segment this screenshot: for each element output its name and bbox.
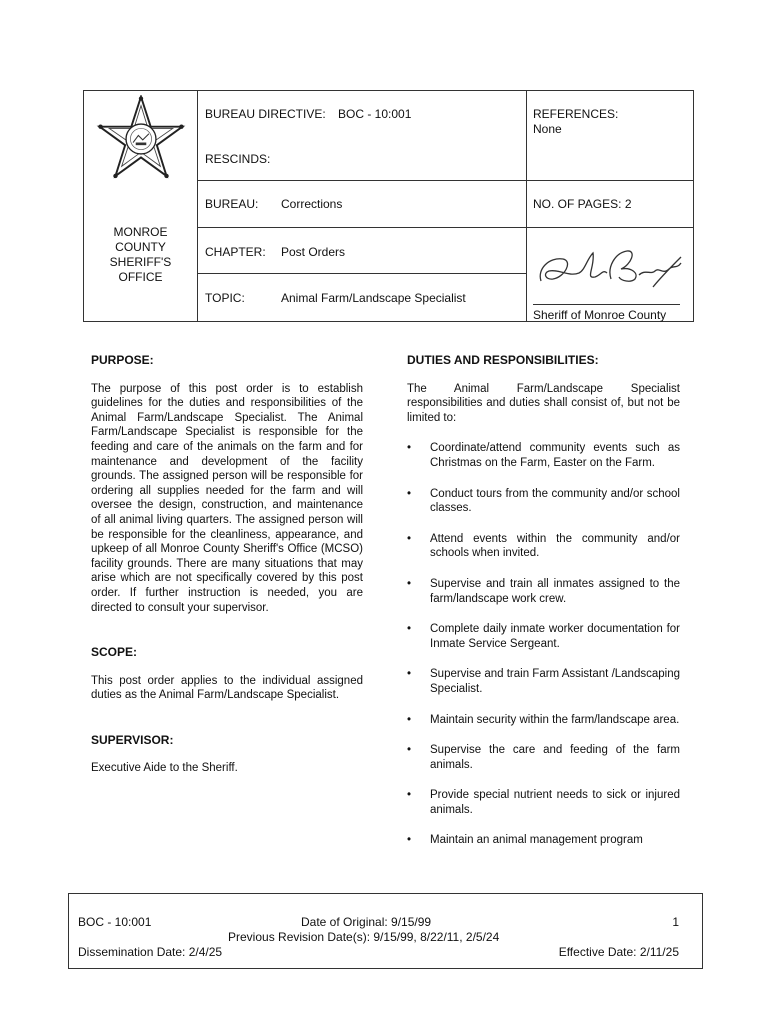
list-item bbox=[407, 788, 680, 817]
agency-line: SHERIFF'S bbox=[109, 255, 172, 269]
list-item bbox=[407, 833, 680, 848]
topic-value: Animal Farm/Landscape Specialist bbox=[281, 291, 466, 305]
pages-label: NO. OF PAGES: bbox=[533, 197, 622, 211]
duty-text: Attend events within the community and/or schools when invited. bbox=[430, 532, 680, 560]
bullet-icon: • bbox=[407, 834, 412, 847]
list-item bbox=[407, 532, 680, 561]
rescinds-label: RESCINDS: bbox=[205, 152, 271, 166]
signature-line bbox=[533, 304, 680, 305]
bullet-icon: • bbox=[407, 668, 412, 681]
references-value: None bbox=[533, 122, 562, 136]
supervisor-text: Executive Aide to the Sheriff. bbox=[91, 762, 238, 775]
list-item bbox=[407, 667, 680, 696]
sheriff-caption: Sheriff of Monroe County bbox=[533, 308, 667, 322]
bullet-icon: • bbox=[407, 487, 412, 500]
footer-doc-id: BOC - 10:001 bbox=[78, 915, 152, 929]
list-item bbox=[407, 487, 680, 516]
bullet-icon: • bbox=[407, 577, 412, 590]
divider bbox=[526, 180, 693, 181]
list-item bbox=[407, 622, 680, 651]
duties-list bbox=[407, 441, 680, 848]
bullet-icon: • bbox=[407, 532, 412, 545]
left-column bbox=[91, 353, 363, 776]
chapter-label: CHAPTER: bbox=[205, 245, 266, 259]
sheriff-star-seal-icon bbox=[96, 95, 186, 183]
agency-line: OFFICE bbox=[118, 270, 163, 284]
duties-intro: The Animal Farm/Landscape Specialist responsibilities and duties shall consist of, but not be limited to: bbox=[407, 382, 680, 424]
scope-heading: SCOPE: bbox=[91, 645, 138, 660]
directive-details bbox=[197, 91, 527, 321]
footer-page-number: 1 bbox=[672, 915, 679, 929]
references-label: REFERENCES: bbox=[533, 107, 619, 121]
scope-text: This post order applies to the individual assigned duties as the Animal Farm/Landscape Specialist. bbox=[91, 674, 363, 702]
footer-original-date: Date of Original: 9/15/99 bbox=[301, 915, 432, 929]
bureau-value: Corrections bbox=[281, 197, 343, 211]
footer-dissemination-date: Dissemination Date: 2/4/25 bbox=[78, 945, 223, 959]
page-footer bbox=[68, 893, 703, 969]
agency-line: MONROE bbox=[113, 225, 168, 239]
purpose-heading: PURPOSE: bbox=[91, 353, 154, 367]
directive-value: BOC - 10:001 bbox=[338, 107, 412, 121]
duty-text: Maintain security within the farm/landscape area. bbox=[430, 713, 680, 726]
list-item bbox=[407, 441, 680, 470]
seal-cell bbox=[84, 91, 198, 321]
duty-text: Supervise and train Farm Assistant /Landscaping Specialist. bbox=[430, 668, 680, 695]
divider bbox=[197, 273, 526, 274]
duty-text: Conduct tours from the community and/or school classes. bbox=[430, 487, 680, 515]
bullet-icon: • bbox=[407, 623, 412, 636]
footer-revision-dates: Previous Revision Date(s): 9/15/99, 8/22/11, 2/5/24 bbox=[228, 930, 500, 944]
duty-text: Complete daily inmate worker documentation for Inmate Service Sergeant. bbox=[430, 623, 680, 650]
supervisor-heading: SUPERVISOR: bbox=[91, 732, 174, 747]
bureau-label: BUREAU: bbox=[205, 197, 259, 211]
divider bbox=[197, 180, 526, 181]
agency-name bbox=[84, 225, 197, 285]
duty-text: Supervise the care and feeding of the farm animals. bbox=[430, 744, 680, 771]
bullet-icon: • bbox=[407, 744, 412, 757]
sheriff-signature-icon bbox=[535, 243, 685, 293]
pages-row bbox=[533, 197, 632, 211]
chapter-value: Post Orders bbox=[281, 245, 346, 259]
list-item bbox=[407, 577, 680, 606]
duty-text: Maintain an animal management program bbox=[430, 834, 643, 847]
right-column bbox=[407, 353, 680, 864]
pages-value: 2 bbox=[624, 197, 632, 211]
bullet-icon: • bbox=[407, 789, 412, 802]
duty-text: Coordinate/attend community events such as Christmas on the Farm, Easter on the Farm. bbox=[430, 442, 680, 469]
duty-text: Provide special nutrient needs to sick or injured animals. bbox=[430, 789, 680, 816]
divider bbox=[526, 227, 693, 228]
bullet-icon: • bbox=[407, 713, 412, 726]
bullet-icon: • bbox=[407, 442, 412, 455]
duties-heading: DUTIES AND RESPONSIBILITIES: bbox=[407, 353, 599, 367]
directive-label: BUREAU DIRECTIVE: bbox=[205, 107, 326, 121]
footer-effective-date: Effective Date: 2/11/25 bbox=[558, 945, 679, 959]
agency-line: COUNTY bbox=[115, 240, 166, 254]
directive-header-table bbox=[83, 90, 694, 322]
list-item bbox=[407, 713, 680, 728]
purpose-text: The purpose of this post order is to establish guidelines for the duties and responsibilities of the Animal Farm/Landscape Specialist. The Animal Farm/Landscape Specialist is responsible for the feeding and care of the animals on the farm and for maintenance and development of the facility grounds. The assigned person will be responsible for ordering all supplies needed for the farm and will oversee the design, construction, and maintenance of all animal living quarters. The assigned person will be responsible for the cleanliness, appearance, and upkeep of all Monroe County Sheriff's Office (MCSO) facility grounds. There are many situations that may arise which are not specifically covered by this post order. If further instruction is needed, you are directed to consult your supervisor. bbox=[91, 382, 363, 614]
topic-label: TOPIC: bbox=[205, 291, 245, 305]
list-item bbox=[407, 743, 680, 772]
duty-text: Supervise and train all inmates assigned to the farm/landscape work crew. bbox=[430, 577, 680, 605]
divider bbox=[197, 227, 526, 228]
